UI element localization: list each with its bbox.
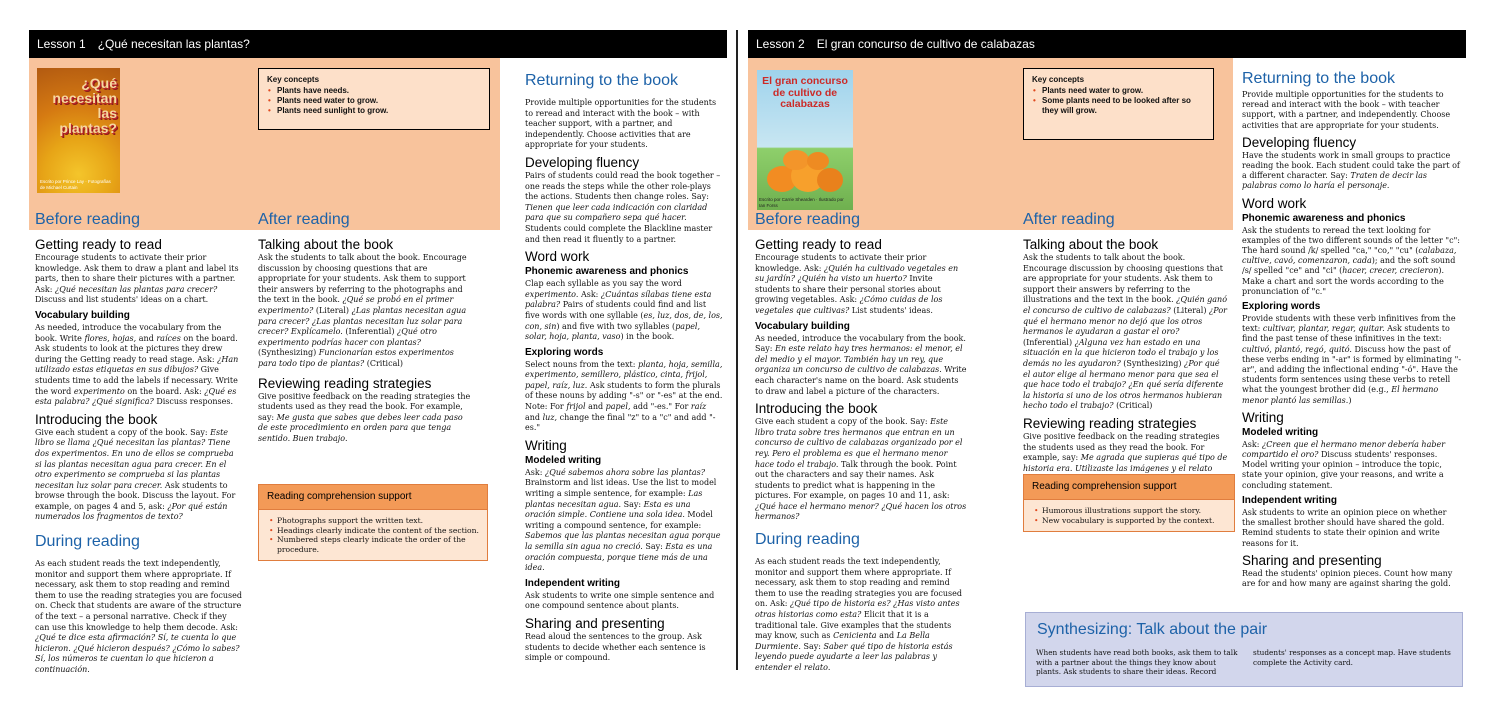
- getting-ready-text: Encourage students to activate their prior knowledge. Ask: ¿Quién ha cultivado vegetales en su jardín? ¿Quién ha visto un huerto? Invite students to share their personal stories about growing vegetables. Ask: ¿Cómo cuidas de los vegetales que cultivas? List students' ideas.: [755, 253, 959, 315]
- support-item: • Numbered steps clearly indicate the order of the procedure.: [267, 535, 479, 554]
- returning-heading: Returning to the book: [525, 72, 678, 89]
- talking-text: Ask the students to talk about the book. Encourage discussion by choosing questions that are appropriate for your students. Ask them to support their answers by referring to the photographs and the text in the book. ¿Qué se probó en el primer experimento? (Literal) ¿Las plantas necesitan agua para crecer? ¿Las plantas necesitan luz solar para crecer? Explícamelo. (Inferential) ¿Qué otro experimento podrías hacer con plantas? (Synthesizing) Funcionarían estos experimentos para todo tipo de plantas? (Critical): [258, 253, 467, 368]
- talking-heading: Talking about the book: [1023, 237, 1159, 252]
- during-reading-heading: During reading: [35, 533, 140, 551]
- exploring-text: Provide students with these verb infinitives from the text: cultivar, plantar, regar, quitar. Ask students to find the past tense of these infinitives in the text: cultivó, plantó, regó, quitó. Discuss how the past of these verbs ending in "-ar" is formed by eliminating "-ar", and adding the inflectional ending "-ó". Have the students form sentences using these verbs to retell what the youngest brother did (e.g., El hermano menor plantó las semillas.): [1242, 314, 1462, 405]
- lesson1-label: Lesson 1: [37, 37, 86, 51]
- synthesizing-box: [1025, 612, 1463, 687]
- word-work-heading: Word work: [525, 249, 590, 265]
- key-concept-item: • Plants need sunlight to grow.: [267, 106, 481, 116]
- independent-heading: Independent writing: [525, 577, 620, 589]
- lesson1-col3: [525, 72, 723, 668]
- modeled-heading: Modeled writing: [525, 454, 602, 466]
- key-concept-item: • Plants need water to grow.: [267, 96, 481, 106]
- during-reading-heading: During reading: [755, 531, 860, 549]
- talking-heading: Talking about the book: [258, 237, 394, 252]
- after-reading-heading: After reading: [1023, 211, 1115, 228]
- phonemic-text: Ask the students to reread the text looking for examples of the two different sounds of the letter "c": The hard sound /k/ spelled "ca," "co," "cu" (calabaza, cultive, cavó, comenzaron, cada); and the soft sound /s/ spelled "ce" and "ci" (hacer, crecer, crecieron). Make a chart and sort the words according to the pronunciation of "c.": [1242, 225, 1460, 296]
- support-item: • Humorous illustrations support the story.: [1032, 506, 1226, 516]
- lesson1-book-cover: [37, 68, 120, 193]
- exploring-text: Select nouns from the text: planta, hoja, semilla, experimento, semillero, plástico, cinta, frijol, papel, raíz, luz. Ask students to form the plurals of these nouns by adding "-s" or "-es" at the end. Note: For frijol and papel, add "-es." For raíz and luz, change the final "z" to a "c" and add "-es.": [525, 359, 723, 433]
- key-concept-item: • Plants need water to grow.: [1032, 86, 1205, 96]
- page-divider: [736, 30, 738, 670]
- after-reading-heading: After reading: [258, 211, 350, 228]
- lesson1-header: [29, 30, 727, 58]
- reviewing-heading: Reviewing reading strategies: [258, 375, 432, 391]
- sharing-heading: Sharing and presenting: [1242, 552, 1382, 568]
- reviewing-heading: Reviewing reading strategies: [1023, 415, 1197, 431]
- lesson1-comprehension-support: [258, 484, 488, 561]
- returning-text: Provide multiple opportunities for the students to reread and interact with the book – with teacher support, with a partner, and independently. Choose activities that are appropriate for your students.: [1242, 90, 1451, 130]
- exploring-heading: Exploring words: [525, 346, 604, 358]
- word-work-heading: Word work: [1242, 195, 1307, 211]
- vocab-heading: Vocabulary building: [755, 320, 850, 332]
- support-title: Reading comprehension support: [1024, 475, 1234, 500]
- cover-title: ¿Qué necesitan las plantas?: [52, 75, 117, 136]
- vocab-text: As needed, introduce the vocabulary from the book. Write flores, hojas, and raíces on the board. Ask students to look at the pictures they drew during the Getting ready to read stage. Ask: ¿Han utilizado estas etiquetas en sus dibujos? Give students time to add the labels if necessary. Write the word experimento on the board. Ask: ¿Qué es esta palabra? ¿Qué significa? Discuss responses.: [35, 322, 239, 407]
- lesson2-title: El gran concurso de cultivo de calabazas: [816, 37, 1035, 51]
- synthesizing-heading: Synthesizing: Talk about the pair: [1037, 621, 1268, 638]
- lesson2-col1: [755, 211, 967, 678]
- lesson1-page: [29, 30, 727, 674]
- intro-heading: Introducing the book: [35, 411, 158, 427]
- lesson2-comprehension-support: [1023, 474, 1235, 532]
- cover-credits: Escrito por Prince Lay · Fotografías de Michael Curtain: [40, 179, 111, 190]
- lesson2-col2: [1023, 211, 1228, 489]
- cover-title: El gran concurso de cultivo de calabazas: [762, 75, 848, 110]
- phonemic-heading: Phonemic awareness and phonics: [1242, 212, 1406, 224]
- getting-ready-heading: Getting ready to read: [35, 237, 162, 252]
- lesson2-header: [748, 30, 1466, 58]
- intro-text: Give each student a copy of the book. Say: Este libro trata sobre tres hermanos que entran en un concurso de cultivo de calabazas organizado por el rey. Pero el problema es que el hermano menor hace todo el trabajo. Talk through the book. Point out the characters and say their names. Ask students to predict what is happening in the pictures. For example, on pages 10 and 11, ask: ¿Qué hace el hermano menor? ¿Qué hacen los otros hermanos?: [755, 417, 967, 522]
- modeled-text: Ask: ¿Creen que el hermano menor debería haber compartido el oro? Discuss students' responses. Model writing your opinion – introduce the topic, state your opinion, give your reasons, and write a concluding statement.: [1242, 439, 1446, 490]
- sharing-text: Read aloud the sentences to the group. Ask students to decide whether each sentence is simple or compound.: [525, 631, 706, 663]
- key-concept-item: • Some plants need to be looked after so they will grow.: [1032, 96, 1205, 116]
- sharing-heading: Sharing and presenting: [525, 615, 665, 631]
- writing-heading: Writing: [1242, 409, 1284, 425]
- phonemic-text: Clap each syllable as you say the word experimento. Ask: ¿Cuántas sílabas tiene esta palabra? Pairs of students could find and list five words with one syllable (es, luz, dos, de, los, con, sin) and five with two syllables (papel, solar, hoja, planta, vaso) in the book.: [525, 279, 723, 342]
- returning-heading: Returning to the book: [1242, 70, 1395, 87]
- fluency-text: Have the students work in small groups to practice reading the book. Each student could take the part of a different character. Say: Traten de decir las palabras como lo haría el personaje.: [1242, 150, 1460, 191]
- independent-text: Ask students to write an opinion piece on whether the smallest brother should have shared the gold. Remind students to state their opinion and write reasons for it.: [1242, 507, 1447, 548]
- returning-text: Provide multiple opportunities for the students to reread and interact with the book – with teacher support, with a partner, and independently. Choose activities that are appropriate for your students.: [525, 98, 717, 150]
- intro-heading: Introducing the book: [755, 401, 878, 417]
- modeled-heading: Modeled writing: [1242, 426, 1319, 438]
- fluency-text: Pairs of students could read the book together – one reads the steps while the other role-plays the actions. Students then change roles. Say: Tienen que leer cada indicación con claridad para que su compañero sepa qué hacer. Students could complete the Blackline master and then read it fluently to a partner.: [525, 170, 721, 244]
- independent-heading: Independent writing: [1242, 494, 1337, 506]
- modeled-text: Ask: ¿Qué sabemos ahora sobre las plantas? Brainstorm and list ideas. Use the list to model writing a simple sentence, for example: Las plantas necesitan agua. Say: Esta es una oración simple. Contiene una sola idea. Model writing a compound sentence, for example: Sabemos que las plantas necesitan agua porque la semilla sin agua no creció. Say: Esta es una oración compuesta, porque tiene más de una idea.: [525, 467, 721, 573]
- phonemic-heading: Phonemic awareness and phonics: [525, 266, 689, 278]
- support-item: • Photographs support the written text.: [267, 516, 479, 526]
- lesson1-col1: [35, 211, 242, 680]
- support-title: Reading comprehension support: [259, 485, 487, 510]
- support-item: • Headings clearly indicate the content of the section.: [267, 526, 479, 536]
- talking-text: Ask the students to talk about the book. Encourage discussion by choosing questions that are appropriate for your students. Ask them to support their answers by referring to the illustrations and the text in the book. ¿Quién ganó el concurso de cultivo de calabazas? (Literal) ¿Por qué el hermano menor no dejó que los otros hermanos le ayudaran a gastar el oro? (Inferential) ¿Alguna vez han estado en una situación en la que hicieron todo el trabajo y los demás no les ayudaron? (Synthesizing) ¿Por qué el autor elige al hermano menor para que sea el que hace todo el trabajo? ¿En qué sería diferente la historia si uno de los otros hermanos hubieran hecho todo el trabajo? (Critical): [1023, 253, 1228, 411]
- lesson1-key-concepts: [258, 68, 490, 130]
- pumpkin-pile: [767, 150, 843, 194]
- lesson2-book-cover: [757, 70, 853, 210]
- reviewing-text: Give positive feedback on the reading strategies the students used as they read the book. For example, say: Me gusta que sabes que debes leer cada paso de este procedimiento en orden para que tenga sentido. Buen trabajo.: [258, 391, 471, 443]
- lesson2-col3: [1242, 70, 1462, 593]
- fluency-heading: Developing fluency: [525, 154, 640, 170]
- cover-credits: Escrito por Carrie Shearden · Ilustrado por Ian Forss: [759, 197, 844, 208]
- independent-text: Ask students to write one simple sentence and one compound sentence about plants.: [525, 590, 715, 611]
- lesson1-col2: [258, 211, 471, 449]
- before-reading-heading: Before reading: [755, 211, 860, 228]
- exploring-heading: Exploring words: [1242, 301, 1321, 313]
- during-reading-text: As each student reads the text independently, monitor and support them where appropriate. If necessary, ask them to stop reading and remind them to use the reading strategies you are focused on. Ask: ¿Qué tipo de historia es? ¿Has visto antes otras historias como esta? Elicit that it is a traditional tale. Give examples that the students may know, such as Cenicienta and La Bella Durmiente. Say: Saber qué tipo de historia estás leyendo puede ayudarte a leer las palabras y entender el relato.: [755, 557, 963, 672]
- vocab-text: As needed, introduce the vocabulary from the book. Say: En este relato hay tres hermanos: el menor, el del medio y el mayor. También hay un rey, que organiza un concurso de cultivo de calabazas. Write each character's name on the board. Ask students to draw and label a picture of the characters.: [755, 333, 967, 396]
- support-item: • New vocabulary is supported by the context.: [1032, 516, 1226, 526]
- lesson1-title: ¿Qué necesitan las plantas?: [97, 37, 250, 51]
- key-concepts-title: Key concepts: [1032, 75, 1085, 84]
- fluency-heading: Developing fluency: [1242, 134, 1357, 150]
- writing-heading: Writing: [525, 437, 567, 453]
- intro-text: Give each student a copy of the book. Say: Este libro se llama ¿Qué necesitan las plantas? Tiene dos experimentos. En uno de ellos se comprueba si las plantas necesitan agua para crecer. En el otro experimento se comprueba si las plantas necesitan luz solar para crecer. Ask students to browse through the book. Discuss the layout. For example, on pages 4 and 5, ask: ¿Por qué están numerados los fragmentos de texto?: [35, 427, 236, 522]
- lesson2-key-concepts: [1023, 68, 1214, 140]
- before-reading-heading: Before reading: [35, 211, 140, 228]
- getting-ready-text: Encourage students to activate their prior knowledge. Ask them to draw a plant and label its parts, then to share their pictures with a partner. Ask: ¿Qué necesitan las plantas para crecer? Discuss and list students' ideas on a chart.: [35, 253, 239, 305]
- sharing-text: Read the students' opinion pieces. Count how many are for and how many are against sharing the gold.: [1242, 568, 1453, 588]
- synthesizing-text: When students have read both books, ask them to talk with a partner about the things they know about plants. Ask students to share their ideas. Record students' responses as a concept map. Have students complete the Activity card.: [1036, 648, 1451, 677]
- reviewing-text: Give positive feedback on the reading strategies the students used as they read the book. For example, say: Me agrada que supieras qué tipo de historia era. Utilizaste las imágenes y el relato: [1023, 431, 1228, 473]
- getting-ready-heading: Getting ready to read: [755, 237, 882, 252]
- during-reading-text: As each student reads the text independently, monitor and support them where appropriate. If necessary, ask them to stop reading and remind them to use the reading strategies you are focused on. Check that students are aware of the structure of the text – a personal narrative. Check if they can use this knowledge to help them decode. Ask: ¿Qué te dice esta afirmación? Sí, te cuenta lo que hicieron. ¿Qué hicieron después? ¿Cómo lo sabes? Sí, los números te cuentan lo que hicieron a continuación.: [35, 559, 243, 674]
- lesson2-label: Lesson 2: [756, 37, 805, 51]
- key-concepts-title: Key concepts: [267, 75, 320, 84]
- vocab-heading: Vocabulary building: [35, 309, 130, 321]
- key-concept-item: • Plants have needs.: [267, 86, 481, 96]
- lesson2-page: [748, 30, 1466, 677]
